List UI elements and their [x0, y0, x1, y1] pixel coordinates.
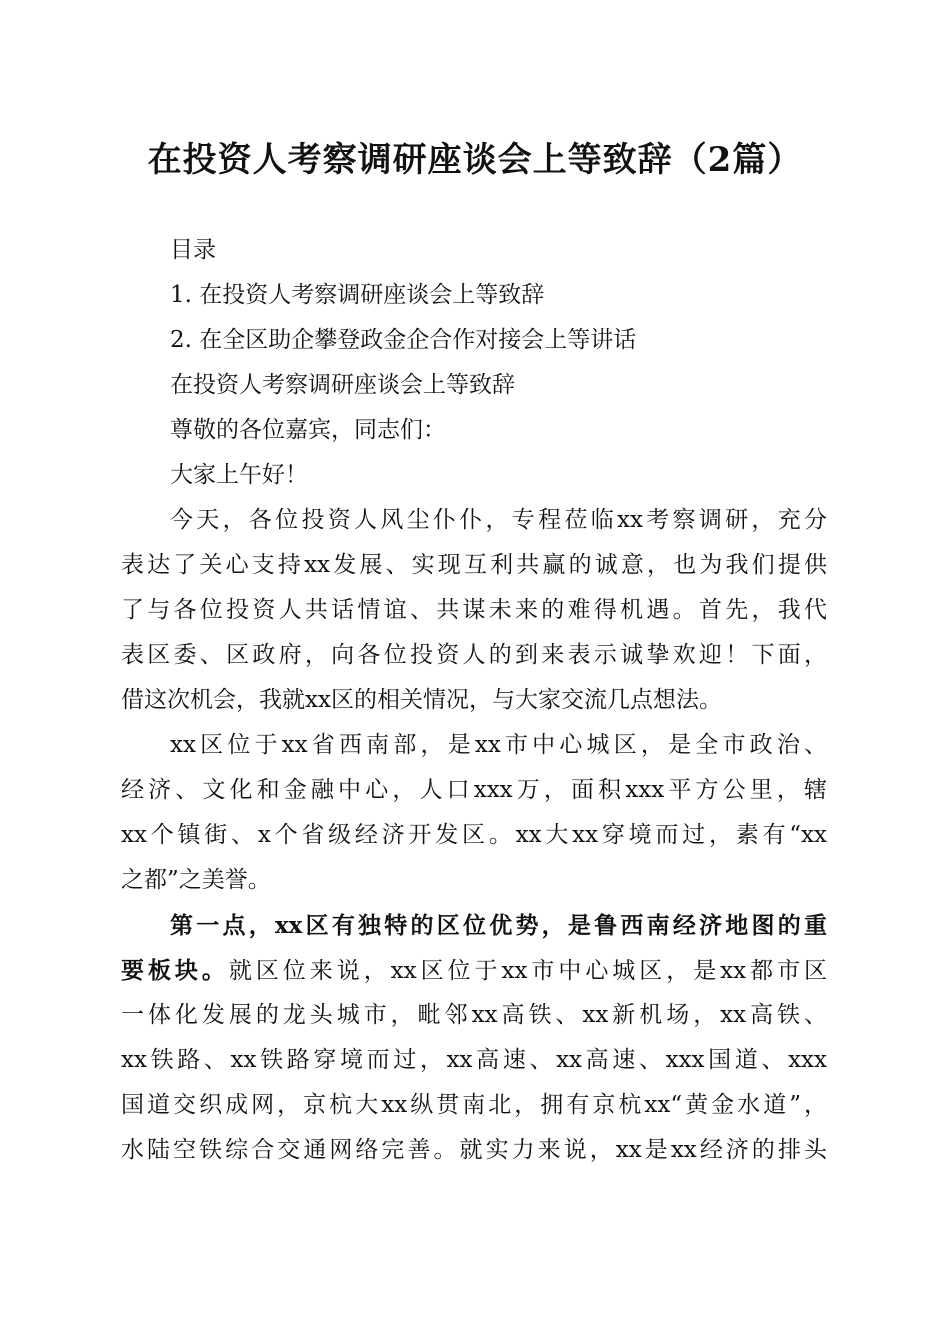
paragraph-line: 表区委、区政府，向各位投资人的到来表示诚挚欢迎！下面， — [121, 642, 827, 668]
toc-item: 2. 在全区助企攀登政金企合作对接会上等讲话 — [170, 327, 637, 353]
paragraph-line-mixed — [121, 948, 827, 993]
greeting: 大家上午好！ — [170, 462, 308, 488]
document-body — [121, 228, 827, 1173]
paragraph-line: 一体化发展的龙头城市，毗邻xx高铁、xx新机场，xx高铁、 — [121, 1002, 827, 1028]
salutation: 尊敬的各位嘉宾，同志们： — [170, 417, 446, 443]
paragraph-text: 就区位来说，xx区位于xx市中心城区，是xx都市区 — [228, 958, 827, 984]
document-title: 在投资人考察调研座谈会上等致辞（2篇） — [147, 140, 803, 180]
paragraph-line: 水陆空铁综合交通网络完善。就实力来说，xx是xx经济的排头 — [121, 1137, 827, 1163]
speech-title: 在投资人考察调研座谈会上等致辞 — [170, 372, 515, 398]
paragraph-line: 今天，各位投资人风尘仆仆，专程莅临xx考察调研，充分 — [170, 507, 827, 533]
paragraph-line: 表达了关心支持xx发展、实现互利共赢的诚意，也为我们提供 — [121, 552, 827, 578]
paragraph-line: xx区位于xx省西南部，是xx市中心城区，是全市政治、 — [170, 732, 827, 758]
paragraph-line: 之都”之美誉。 — [121, 867, 271, 893]
paragraph-line: xx个镇街、x个省级经济开发区。xx大xx穿境而过，素有“xx — [121, 822, 827, 848]
paragraph-line: 借这次机会，我就xx区的相关情况，与大家交流几点想法。 — [121, 687, 722, 713]
bold-lead: 要板块。 — [121, 957, 229, 984]
paragraph-line: xx铁路、xx铁路穿境而过，xx高速、xx高速、xxx国道、xxx — [121, 1047, 827, 1073]
toc-heading: 目录 — [170, 237, 216, 263]
paragraph-line: 国道交织成网，京杭大xx纵贯南北，拥有京杭xx“黄金水道”， — [121, 1092, 827, 1118]
paragraph-line: 经济、文化和金融中心，人口xxx万，面积xxx平方公里，辖 — [121, 777, 827, 803]
paragraph-line: 了与各位投资人共话情谊、共谋未来的难得机遇。首先，我代 — [121, 597, 827, 623]
paragraph-line-bold: 第一点，xx区有独特的区位优势，是鲁西南经济地图的重 — [170, 912, 827, 939]
toc-item: 1. 在投资人考察调研座谈会上等致辞 — [170, 282, 545, 308]
